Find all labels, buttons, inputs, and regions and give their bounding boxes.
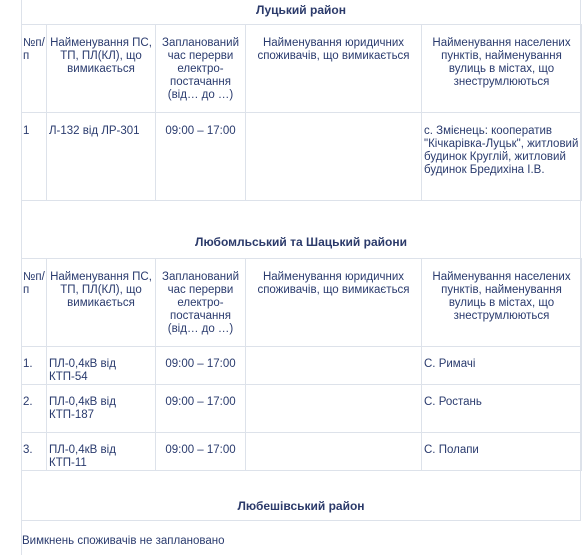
- cell-object: ПЛ-0,4кВ від КТП-187: [47, 385, 156, 433]
- section-title-lutsk: Луцький район: [256, 3, 346, 17]
- table-row: [22, 113, 582, 201]
- cell-num: 3.: [22, 433, 47, 471]
- table-header-row: [22, 259, 582, 347]
- cell-time: 09:00 – 17:00: [156, 385, 246, 433]
- lyuboml-shatsk-table: [21, 258, 582, 471]
- section-title-lyubeshiv: Любешівський район: [237, 499, 365, 513]
- cell-num: 1.: [22, 347, 47, 385]
- table-header-row: [22, 25, 582, 113]
- cell-object: Л-132 від ЛР-301: [47, 113, 156, 201]
- cell-consumers: [246, 385, 422, 433]
- cell-time: 09:00 – 17:00: [156, 113, 246, 201]
- col-header-num: №п/п: [22, 25, 47, 113]
- divider: [21, 520, 581, 521]
- cell-num: 1: [22, 113, 47, 201]
- cell-consumers: [246, 347, 422, 385]
- col-header-time: Запланований час перерви електро-постачання (від… до …): [156, 25, 246, 113]
- table-row: [22, 433, 582, 471]
- col-header-consumers: Найменування юридичних споживачів, що вимикається: [246, 25, 422, 113]
- cell-localities: С. Ростань: [422, 385, 582, 433]
- cell-num: 2.: [22, 385, 47, 433]
- table-row: [22, 385, 582, 433]
- col-header-localities: Найменування населених пунктів, найменування вулиць в містах, що знеструмлюються: [422, 25, 582, 113]
- col-header-localities: Найменування населених пунктів, найменування вулиць в містах, що знеструмлюються: [422, 259, 582, 347]
- cell-time: 09:00 – 17:00: [156, 433, 246, 471]
- section-title-lyuboml-shatsk: Любомльський та Шацький райони: [195, 235, 407, 249]
- cell-consumers: [246, 433, 422, 471]
- cell-consumers: [246, 113, 422, 201]
- no-outages-note: Вимкнень споживачів не заплановано: [22, 535, 225, 547]
- cell-localities: С. Римачі: [422, 347, 582, 385]
- table-row: [22, 347, 582, 385]
- cell-object: ПЛ-0,4кВ від КТП-54: [47, 347, 156, 385]
- lutsk-table: [21, 24, 582, 201]
- col-header-num: №п/п: [22, 259, 47, 347]
- cell-localities: с. Змієнець: кооператив "Кічкарівка-Луцьк", житловий будинок Круглій, житловий будинок Бредихіна І.В.: [422, 113, 582, 201]
- cell-time: 09:00 – 17:00: [156, 347, 246, 385]
- cell-object: ПЛ-0,4кВ від КТП-11: [47, 433, 156, 471]
- cell-localities: С. Полапи: [422, 433, 582, 471]
- col-header-consumers: Найменування юридичних споживачів, що вимикається: [246, 259, 422, 347]
- col-header-object: Найменування ПС, ТП, ПЛ(КЛ), що вимикається: [47, 259, 156, 347]
- col-header-time: Запланований час перерви електро-постачання (від… до …): [156, 259, 246, 347]
- col-header-object: Найменування ПС, ТП, ПЛ(КЛ), що вимикається: [47, 25, 156, 113]
